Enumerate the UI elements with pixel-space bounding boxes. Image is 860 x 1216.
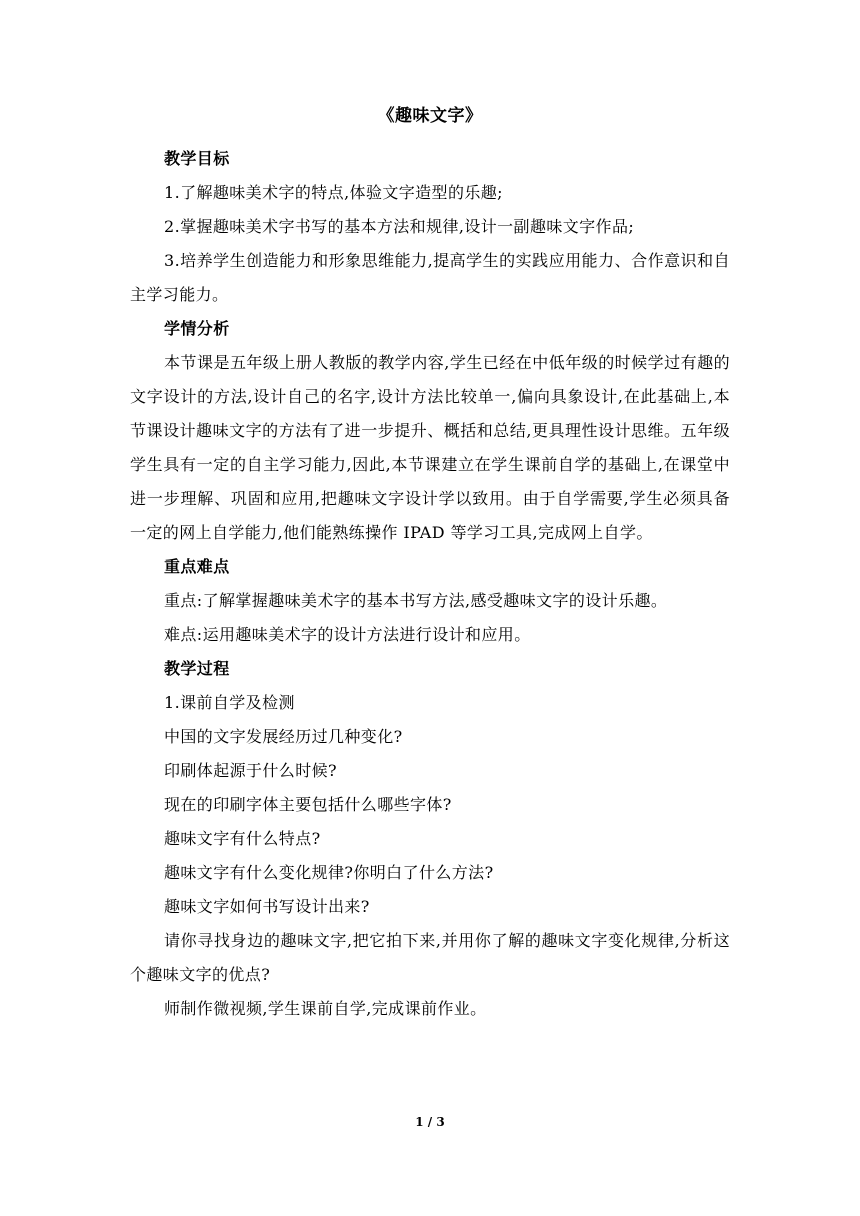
paragraph: 印刷体起源于什么时候?: [164, 761, 337, 780]
paragraph: 请你寻找身边的趣味文字,把它拍下来,并用你了解的趣味文字变化规律,分析这个趣味文字的优点?: [130, 931, 730, 984]
section-heading: 教学目标: [164, 149, 230, 168]
paragraph: 重点:了解掌握趣味美术字的基本书写方法,感受趣味文字的设计乐趣。: [164, 591, 668, 610]
paragraph: 趣味文字有什么变化规律?你明白了什么方法?: [164, 863, 494, 882]
paragraph: 3.培养学生创造能力和形象思维能力,提高学生的实践应用能力、合作意识和自主学习能力。: [130, 251, 730, 304]
paragraph: 中国的文字发展经历过几种变化?: [164, 727, 403, 746]
paragraph: 1.课前自学及检测: [164, 693, 295, 712]
paragraph: 难点:运用趣味美术字的设计方法进行设计和应用。: [164, 625, 531, 644]
section-heading: 教学过程: [164, 659, 230, 678]
paragraph: 现在的印刷字体主要包括什么哪些字体?: [164, 795, 452, 814]
section-heading: 重点难点: [164, 557, 230, 576]
paragraph: 本节课是五年级上册人教版的教学内容,学生已经在中低年级的时候学过有趣的文字设计的方法,设计自己的名字,设计方法比较单一,偏向具象设计,在此基础上,本节课设计趣味文字的方法有了进一步提升、概括和总结,更具理性设计思维。五年级学生具有一定的自主学习能力,因此,本节课建立在学生课前自学的基础上,在课堂中进一步理解、巩固和应用,把趣味文字设计学以致用。由于自学需要,学生必须具备一定的网上自学能力,他们能熟练操作 IPAD 等学习工具,完成网上自学。: [130, 353, 730, 542]
paragraph: 师制作微视频,学生课前自学,完成课前作业。: [164, 999, 487, 1018]
paragraph: 趣味文字如何书写设计出来?: [164, 897, 370, 916]
document-body: [130, 142, 730, 1026]
section-heading: 学情分析: [164, 319, 230, 338]
paragraph: 2.掌握趣味美术字书写的基本方法和规律,设计一副趣味文字作品;: [164, 217, 635, 236]
paragraph: 1.了解趣味美术字的特点,体验文字造型的乐趣;: [164, 183, 503, 202]
paragraph: 趣味文字有什么特点?: [164, 829, 321, 848]
page-number: 1 / 3: [415, 1115, 445, 1129]
document-title: 《趣味文字》: [377, 106, 483, 126]
